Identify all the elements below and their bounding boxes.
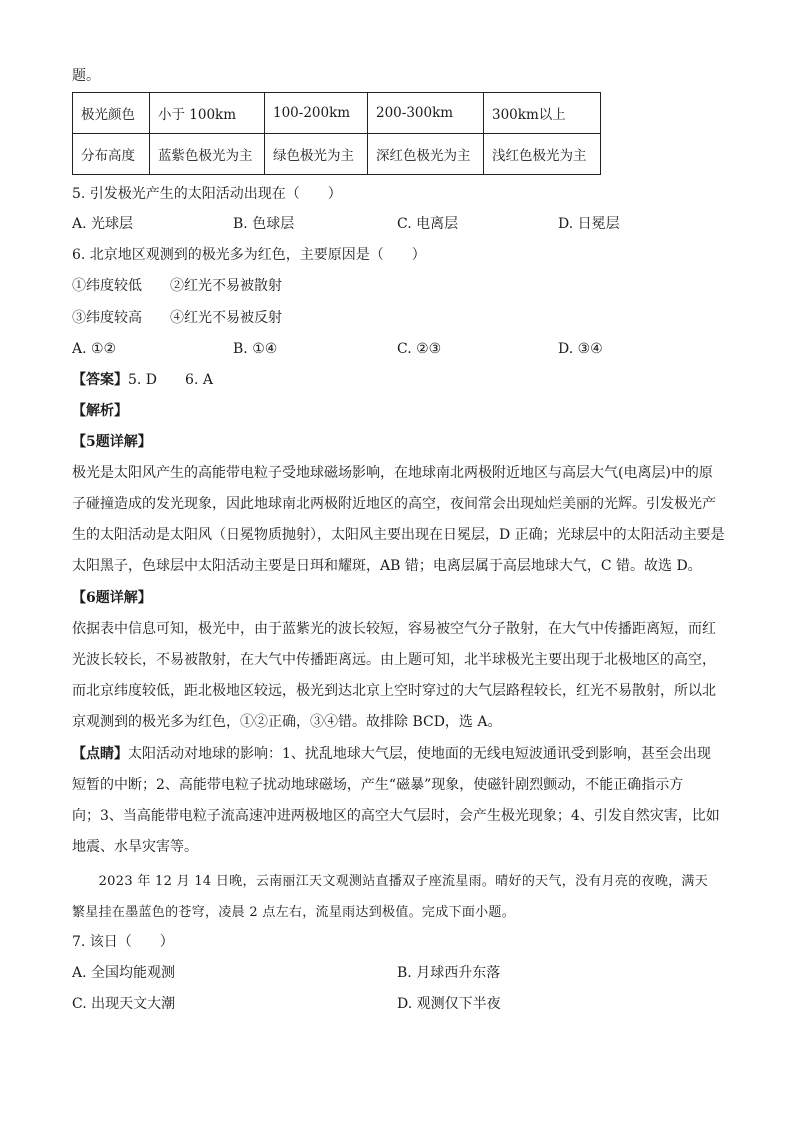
detail-6-body	[72, 614, 726, 738]
paragraph-line: 光波长较长，不易被散射，在大气中传播距离远。由上题可知，北半球极光主要出现于北极地区的高空，	[72, 652, 716, 668]
q5-option-a: A. 光球层	[72, 216, 134, 232]
paragraph-line: 太阳黑子，色球层中太阳活动主要是日珥和耀斑，AB 错；电离层属于高层地球大气，C 错。故选 D。	[72, 558, 702, 574]
table-row	[73, 134, 601, 175]
detail-5-label: 【5题详解】	[72, 434, 152, 450]
table-cell: 浅红色极光为主	[484, 134, 601, 175]
top-fragment: 题。	[72, 68, 100, 84]
paragraph-line: 向；3、当高能带电粒子流高速冲进两极地区的高空大气层时，会产生极光现象；4、引发自然灾害，比如	[72, 808, 720, 824]
table-cell: 分布高度	[73, 134, 150, 175]
detail-6-label: 【6题详解】	[72, 590, 152, 606]
aurora-table	[72, 92, 601, 175]
q6-item-1: ①纬度较低	[72, 278, 142, 294]
tip-body	[72, 739, 726, 863]
table-cell: 100-200km	[265, 93, 368, 134]
table-cell: 300km以上	[484, 93, 601, 134]
q7-option-a: A. 全国均能观测	[72, 965, 176, 981]
q6-option-a: A. ①②	[72, 341, 117, 357]
q6-item-2: ②红光不易被散射	[170, 278, 282, 294]
paragraph-line: 京观测到的极光多为红色，①②正确，③④错。故排除 BCD，选 A。	[72, 714, 502, 730]
question-5-stem: 5. 引发极光产生的太阳活动出现在（ ）	[72, 186, 342, 202]
q7-option-d: D. 观测仅下半夜	[397, 996, 501, 1012]
paragraph-line: 短暂的中断；2、高能带电粒子扰动地球磁场，产生“磁暴”现象，使磁针剧烈颤动，不能正确指示方	[72, 777, 684, 793]
q6-option-b: B. ①④	[233, 341, 278, 357]
tip-text: 太阳活动对地球的影响：1、扰乱地球大气层，使地面的无线电短波通讯受到影响，甚至会出现	[128, 746, 711, 762]
paragraph-line: 依据表中信息可知，极光中，由于蓝紫光的波长较短，容易被空气分子散射，在大气中传播距离短，而红	[72, 621, 716, 637]
q6-option-d: D. ③④	[558, 341, 603, 357]
q7-option-c: C. 出现天文大潮	[72, 996, 176, 1012]
table-cell: 200-300km	[368, 93, 484, 134]
answer-line	[72, 370, 213, 390]
question-6-stem: 6. 北京地区观测到的极光多为红色，主要原因是（ ）	[72, 247, 426, 263]
table-cell: 深红色极光为主	[368, 134, 484, 175]
q6-item-4: ④红光不易被反射	[170, 310, 282, 326]
q6-option-c: C. ②③	[397, 341, 442, 357]
tip-label: 【点睛】	[72, 746, 128, 762]
table-cell: 小于 100km	[150, 93, 265, 134]
question-7-stem: 7. 该日（ ）	[72, 934, 174, 950]
q5-option-d: D. 日冕层	[558, 216, 620, 232]
table-cell: 蓝紫色极光为主	[150, 134, 265, 175]
paragraph-line: 生的太阳活动是太阳风（日冕物质抛射），太阳风主要出现在日冕层，D 正确；光球层中的太阳活动主要是	[72, 527, 725, 543]
paragraph-line: 极光是太阳风产生的高能带电粒子受地球磁场影响，在地球南北两极附近地区与高层大气(电离层)中的原	[72, 465, 713, 481]
table-cell: 极光颜色	[73, 93, 150, 134]
paragraph-line: 而北京纬度较低，距北极地区较远，极光到达北京上空时穿过的大气层路程较长，红光不易散射，所以北	[72, 683, 716, 699]
paragraph-line: 2023 年 12 月 14 日晚，云南丽江天文观测站直播双子座流星雨。晴好的天气，没有月亮的夜晚，满天	[72, 874, 709, 889]
paragraph-line: 地震、水旱灾害等。	[72, 839, 198, 855]
q5-option-c: C. 电离层	[397, 216, 459, 232]
analysis-label: 【解析】	[72, 403, 128, 419]
detail-5-body	[72, 458, 726, 582]
table-cell: 绿色极光为主	[265, 134, 368, 175]
answer-label: 【答案】	[72, 372, 128, 388]
reading-passage	[72, 866, 726, 928]
table-row	[73, 93, 601, 134]
paragraph-line: 繁星挂在墨蓝色的苍穹，凌晨 2 点左右，流星雨达到极值。完成下面小题。	[72, 905, 516, 920]
answer-text: 5. D 6. A	[128, 372, 213, 388]
paragraph-line: 子碰撞造成的发光现象，因此地球南北两极附近地区的高空，夜间常会出现灿烂美丽的光辉。引发极光产	[72, 496, 716, 512]
q5-option-b: B. 色球层	[233, 216, 295, 232]
paragraph-line	[72, 739, 726, 770]
q7-option-b: B. 月球西升东落	[397, 965, 501, 981]
q6-item-3: ③纬度较高	[72, 310, 142, 326]
